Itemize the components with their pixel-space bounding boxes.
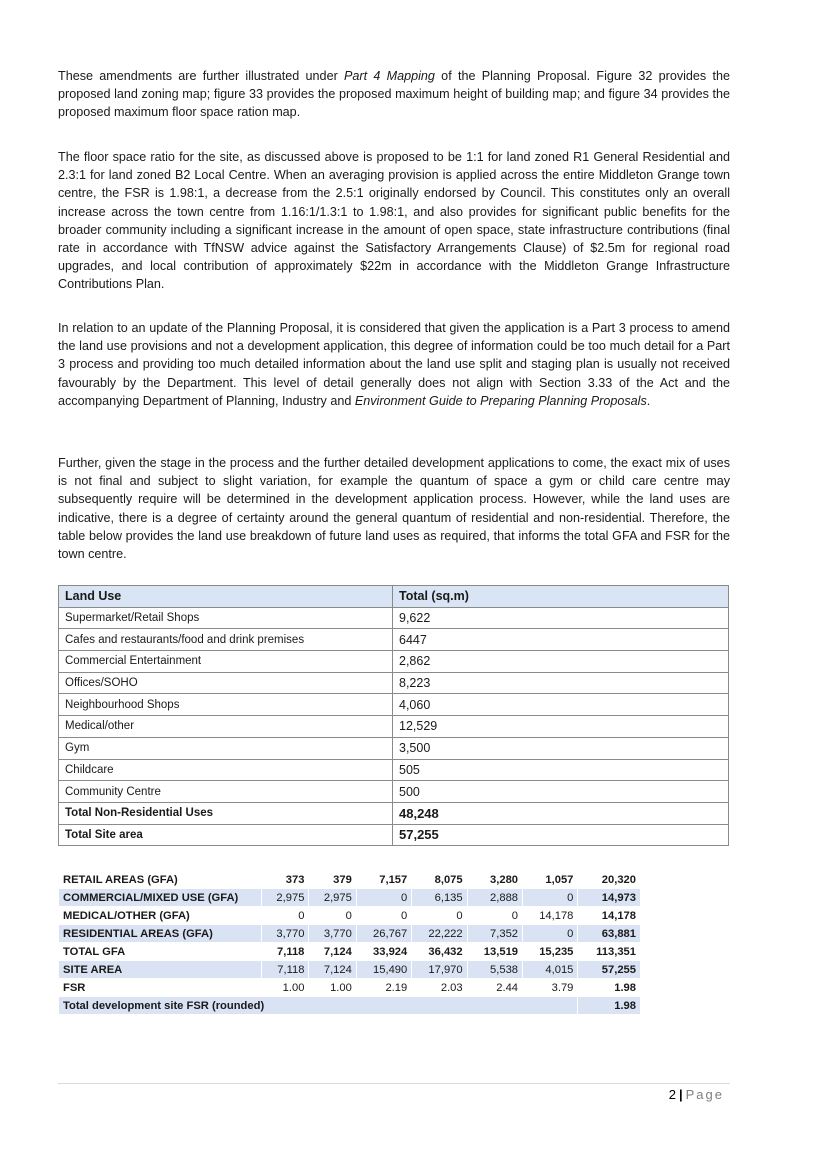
value-cell: 0	[309, 907, 356, 925]
table-row	[59, 694, 729, 716]
value-cell: 17,970	[412, 961, 467, 979]
table-row-summary-fsr	[59, 997, 641, 1015]
table-row-residential	[59, 925, 641, 943]
row-label: SITE AREA	[59, 961, 262, 979]
value-cell: 3,770	[262, 925, 309, 943]
row-label: MEDICAL/OTHER (GFA)	[59, 907, 262, 925]
row-label: RETAIL AREAS (GFA)	[59, 871, 262, 889]
value-cell: 26,767	[356, 925, 411, 943]
table-row-retail	[59, 871, 641, 889]
gfa-summary-table	[58, 870, 641, 1015]
total-cell: 20,320	[578, 871, 641, 889]
value-cell: 7,157	[356, 871, 411, 889]
table-row	[59, 672, 729, 694]
total-cell: 500	[393, 781, 729, 803]
value-cell: 3.79	[523, 979, 578, 997]
value-cell: 1.00	[309, 979, 356, 997]
value-cell: 0	[467, 907, 522, 925]
total-cell: 57,255	[393, 824, 729, 846]
value-cell: 2,888	[467, 889, 522, 907]
value-cell: 13,519	[467, 943, 522, 961]
value-cell: 1.00	[262, 979, 309, 997]
land-use-table	[58, 585, 729, 846]
footer-separator: |	[678, 1087, 683, 1102]
value-cell: 7,118	[262, 943, 309, 961]
table-row-total-non-residential	[59, 802, 729, 824]
land-use-cell: Total Site area	[59, 824, 393, 846]
total-cell: 6447	[393, 629, 729, 651]
value-cell: 2,975	[309, 889, 356, 907]
value-cell: 0	[523, 889, 578, 907]
paragraph-land-use-intro: Further, given the stage in the process and the further detailed development applications to come, the exact mix of uses is not final and subject to slight variation, for example the quantum of space a gym or child care centre may subsequently require will be determined in the development application process. However, while the land uses are indicative, there is a degree of certainty around the general quantum of residential and non-residential. Therefore, the table below provides the land use breakdown of future land uses as required, that informs the total GFA and FSR for the town centre.	[58, 456, 730, 562]
table-row	[59, 781, 729, 803]
land-use-cell: Childcare	[59, 759, 393, 781]
summary-value: 1.98	[578, 997, 641, 1015]
page-number: 2	[668, 1087, 676, 1102]
value-cell: 1,057	[523, 871, 578, 889]
total-cell: 505	[393, 759, 729, 781]
table-row	[59, 607, 729, 629]
footer-divider	[58, 1083, 730, 1084]
table-row-total-site-area	[59, 824, 729, 846]
value-cell: 0	[356, 907, 411, 925]
total-cell: 8,223	[393, 672, 729, 694]
value-cell: 7,352	[467, 925, 522, 943]
value-cell: 0	[356, 889, 411, 907]
value-cell: 15,235	[523, 943, 578, 961]
total-cell: 14,178	[578, 907, 641, 925]
table-row-medical	[59, 907, 641, 925]
land-use-cell: Gym	[59, 737, 393, 759]
paragraph-planning-update: In relation to an update of the Planning Proposal, it is considered that given the application is a Part 3 process to amend the land use provisions and not a development application, this degree of information could be too much detail for a Part 3 process and providing too much detailed information about the land use split and staging plan is usually not received favourably by the Department. This level of detail generally does not align with Section 3.33 of the Act and the accompanying Department of Planning, Industry and Environment Guide to Preparing Planning Proposals.	[58, 321, 730, 408]
total-cell: 4,060	[393, 694, 729, 716]
row-label: COMMERCIAL/MIXED USE (GFA)	[59, 889, 262, 907]
value-cell: 6,135	[412, 889, 467, 907]
value-cell: 3,280	[467, 871, 522, 889]
value-cell: 0	[523, 925, 578, 943]
total-cell: 9,622	[393, 607, 729, 629]
land-use-cell: Commercial Entertainment	[59, 651, 393, 673]
value-cell: 7,118	[262, 961, 309, 979]
total-cell: 113,351	[578, 943, 641, 961]
total-cell: 3,500	[393, 737, 729, 759]
value-cell: 14,178	[523, 907, 578, 925]
page-label: Page	[685, 1087, 724, 1102]
total-cell: 63,881	[578, 925, 641, 943]
row-label: TOTAL GFA	[59, 943, 262, 961]
table-row	[59, 629, 729, 651]
land-use-cell: Offices/SOHO	[59, 672, 393, 694]
value-cell: 8,075	[412, 871, 467, 889]
table-row-fsr	[59, 979, 641, 997]
total-cell: 2,862	[393, 651, 729, 673]
value-cell: 3,770	[309, 925, 356, 943]
value-cell: 0	[262, 907, 309, 925]
land-use-cell: Supermarket/Retail Shops	[59, 607, 393, 629]
header-land-use: Land Use	[59, 586, 393, 608]
value-cell: 0	[412, 907, 467, 925]
value-cell: 2,975	[262, 889, 309, 907]
value-cell: 15,490	[356, 961, 411, 979]
table-row-site-area	[59, 961, 641, 979]
value-cell: 373	[262, 871, 309, 889]
table-row	[59, 759, 729, 781]
value-cell: 33,924	[356, 943, 411, 961]
land-use-cell: Cafes and restaurants/food and drink premises	[59, 629, 393, 651]
header-total: Total (sq.m)	[393, 586, 729, 608]
land-use-cell: Medical/other	[59, 716, 393, 738]
paragraph-mapping: These amendments are further illustrated under Part 4 Mapping of the Planning Proposal. Figure 32 provides the proposed land zoning map; figure 33 provides the proposed maximum height of building map; and figure 34 provides the proposed maximum floor space ration map.	[58, 69, 730, 120]
row-label: FSR	[59, 979, 262, 997]
total-cell: 48,248	[393, 802, 729, 824]
value-cell: 22,222	[412, 925, 467, 943]
table-row	[59, 651, 729, 673]
paragraph-fsr: The floor space ratio for the site, as discussed above is proposed to be 1:1 for land zoned R1 General Residential and 2.3:1 for land zoned B2 Local Centre. When an averaging provision is applied across the entire Middleton Grange town centre, the FSR is 1.98:1, a decrease from the 2.5:1 originally endorsed by Council. This constitutes only an overall increase across the town centre from 1.16:1/1.3:1 to 1.98:1, and also provides for significant public benefits for the broader community including a significant increase in the amount of open space, state infrastructure contributions (final rate in accordance with TfNSW advice against the Satisfactory Arrangements Clause) of $2.5m for regional road upgrades, and local contribution of approximately $22m in accordance with the Middleton Grange Infrastructure Contributions Plan.	[58, 150, 730, 292]
value-cell: 379	[309, 871, 356, 889]
value-cell: 2.03	[412, 979, 467, 997]
value-cell: 7,124	[309, 943, 356, 961]
table-row	[59, 716, 729, 738]
land-use-cell: Total Non-Residential Uses	[59, 802, 393, 824]
value-cell: 36,432	[412, 943, 467, 961]
table-header-row	[59, 586, 729, 608]
row-label: RESIDENTIAL AREAS (GFA)	[59, 925, 262, 943]
table-row-total-gfa	[59, 943, 641, 961]
total-cell: 1.98	[578, 979, 641, 997]
land-use-cell: Neighbourhood Shops	[59, 694, 393, 716]
value-cell: 2.19	[356, 979, 411, 997]
page-footer	[669, 1087, 724, 1102]
total-cell: 14,973	[578, 889, 641, 907]
value-cell: 7,124	[309, 961, 356, 979]
table-row-commercial	[59, 889, 641, 907]
table-row	[59, 737, 729, 759]
value-cell: 4,015	[523, 961, 578, 979]
value-cell: 5,538	[467, 961, 522, 979]
land-use-cell: Community Centre	[59, 781, 393, 803]
total-cell: 12,529	[393, 716, 729, 738]
value-cell: 2.44	[467, 979, 522, 997]
summary-label: Total development site FSR (rounded)	[59, 997, 578, 1015]
total-cell: 57,255	[578, 961, 641, 979]
